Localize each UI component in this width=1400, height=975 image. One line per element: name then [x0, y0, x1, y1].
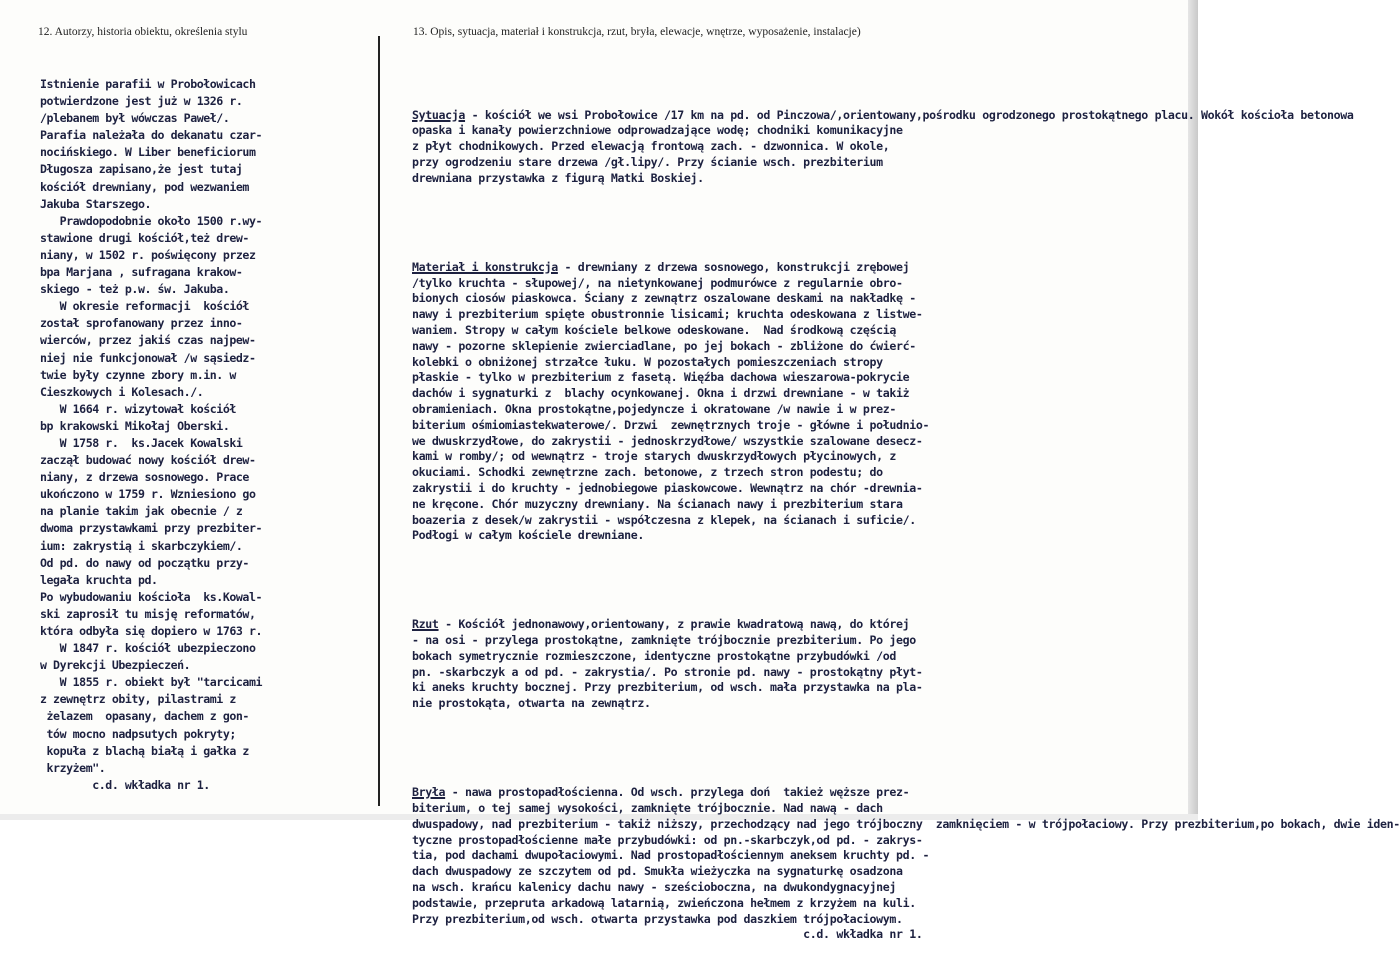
scan-edge-right: [1188, 0, 1198, 820]
section-heading-material: Materiał i konstrukcja: [412, 259, 558, 274]
right-column: [412, 76, 1400, 975]
section-sytuacja: [412, 107, 1354, 187]
section-gap: [412, 218, 1182, 228]
section-text-rzut: - Kościół jednonawowy,orientowany, z prawie kwadratową nawą, do której - na osi - przylega prostokątne, zamknięte trójbocznie prezbiterium. Po jego bokach symetrycznie rozmieszczone, identyczne prostokątne przybudówki /od pn. -skarbczyk a od pd. - zakrystia/. Po stronie pd. nawy - prostokątny płyt- ki aneks kruchty bocznej. Przy prezbiterium, od wsch. mała przystawka na pla- nie prostokąta, otwarta na zewnątrz.: [412, 617, 923, 711]
section-heading-rzut: Rzut: [412, 617, 439, 632]
section-gap: [412, 744, 1182, 754]
section-rzut: [412, 617, 1182, 712]
section-text-sytuacja: - kościół we wsi Probołowice /17 km na pd. od Pinczowa/,orientowany,pośrodku ogrodzonego prostokątnego placu. Wokół kościoła betonowa opaska i kanały powierzchniowe odprowadzające wodę; chodniki komunikacyjne z płyt chodnikowych. Przed elewacją frontową zach. - dzwonnica. W okole, przy ogrodzeniu stare drzewa /gł.lipy/. Przy ścianie wsch. prezbiterium drewniana przystawka z figurą Matki Boskiej.: [412, 107, 1354, 185]
section-text-bryla: - nawa prostopadłościenna. Od wsch. przylega doń takież węższe prez- biterium, o tej samej wysokości, zamknięte trójbocznie. Nad nawą - dach dwuspadowy, nad prezbiterium - takiż niższy, przechodzący nad jego trójboczny zamknięciem - w trójpołaciowy. Przy prezbiterium,po bokach, dwie iden- tyczne prostopadłościenne małe przybudówki: od pn.-skarbczyk,od pd. - zakrys- tia, pod dachami dwupołaciowymi. Nad prostopadłościennym aneksem kruchty pd. - dach dwuspadowy ze szczytem od pd. Smukła wieżyczka na sygnaturkę osadzona na wsch. krańcu kalenicy dachu nawy - sześcioboczna, na dwukondygnacyjnej podstawie, przepruta arkadową latarnią, zwieńczona hełmem z krzyżem na kuli. Przy prezbiterium,od wsch. otwarta przystawka pod daszkiem trójpołaciowym. c.d. wkładka nr 1.: [412, 785, 1400, 942]
left-column-text: Istnienie parafii w Probołowicach potwierdzone jest już w 1326 r. /plebanem był wówczas Paweł/. Parafia należała do dekanatu czar- nocińskiego. W Liber beneficiorum Długosza zapisano,że jest tutaj kościół drewniany, pod wezwaniem Jakuba Starszego. Prawdopodobnie około 1500 r.wy- stawione drugi kościół,też drew- niany, w 1502 r. poświęcony przez bpa Marjana , sufragana krakow- skiego - też p.w. św. Jakuba. W okresie reformacji kościół został sprofanowany przez inno- wierców, przez jakiś czas najpew- niej nie funkcjonował /w sąsiedz- twie były czynne zbory m.in. w Cieszkowych i Kolesach./. W 1664 r. wizytował kościół bp krakowski Mikołaj Oberski. W 1758 r. ks.Jacek Kowalski zaczął budować nowy kościół drew- niany, z drzewa sosnowego. Prace ukończono w 1759 r. Wzniesiono go na planie takim jak obecnie / z dwoma przystawkami przy prezbiter- ium: zakrystią i skarbczykiem/. Od pd. do nawy od początku przy- legała kruchta pd. Po wybudowaniu kościoła ks.Kowal- ski zaprosił tu misję reformatów, która odbyła się dopiero w 1763 r. W 1847 r. kościół ubezpieczono w Dyrekcji Ubezpieczeń. W 1855 r. obiekt był "tarcicami z zewnętrz obity, pilastrami z żelazem opasany, dachem z gon- tów mocno nadpsutych pokryty; kopuła z blachą białą i gałka z krzyżem". c.d. wkładka nr 1.: [40, 77, 263, 792]
section-bryla: [412, 785, 1400, 943]
section-heading-bryla: Bryła: [412, 785, 446, 800]
section-material: [412, 260, 1182, 544]
section-heading-sytuacja: Sytuacja: [412, 107, 466, 122]
column-divider: [378, 36, 380, 806]
header-right: 13. Opis, sytuacja, materiał i konstrukcja, rzut, bryła, elewacje, wnętrze, wyposażenie, instalacje): [413, 26, 861, 38]
section-gap: [412, 576, 1182, 586]
header-left: 12. Autorzy, historia obiektu, określenia stylu: [38, 26, 248, 38]
section-text-material: - drewniany z drzewa sosnowego, konstrukcji zrębowej /tylko kruchta - słupowej/, na nietynkowanej podmurówce z regularnie obro- bionych ciosów piaskowca. Ściany z zewnątrz oszalowane deskami na nakładkę - nawy i prezbiterium spięte obustronnie lisicami; kruchta odeskowana z listwe- waniem. Stropy w całym kościele belkowe odeskowane. Nad środkową częścią nawy - pozorne sklepienie zwierciadlane, po jej bokach - zbliżone do ćwierć- kolebki o obniżonej strzałce łuku. W pozostałych pomieszczeniach stropy płaskie - tylko w prezbiterium z fasetą. Więźba dachowa wieszarowa-pokrycie dachów i sygnaturki z blachy ocynkowanej. Okna i drzwi drewniane - w takiż obramieniach. Okna prostokątne,pojedyncze i okratowane /w nawie i w prez- biterium ośmiomiastekwaterowe/. Drzwi zewnętrznych troje - główne i południo- we dwuskrzydłowe, do zakrystii - jednoskrzydłowe/ wszystkie szalowane desecz- kami w romby/; od wewnątrz - troje starych dwuskrzydłowych płycinowych, z okuciami. Schodki zewnętrzne zach. betonowe, z trzech stron podestu; do zakrystii i do kruchty - jednobiegowe piaskowcowe. Wewnątrz na chór -drewnia- ne kręcone. Chór muzyczny drewniany. Na ścianach nawy i prezbiterium stara boazeria z desek/w zakrystii - współczesna z klepek, na ścianach i suficie/. Podłogi w całym kościele drewniane.: [412, 259, 930, 543]
